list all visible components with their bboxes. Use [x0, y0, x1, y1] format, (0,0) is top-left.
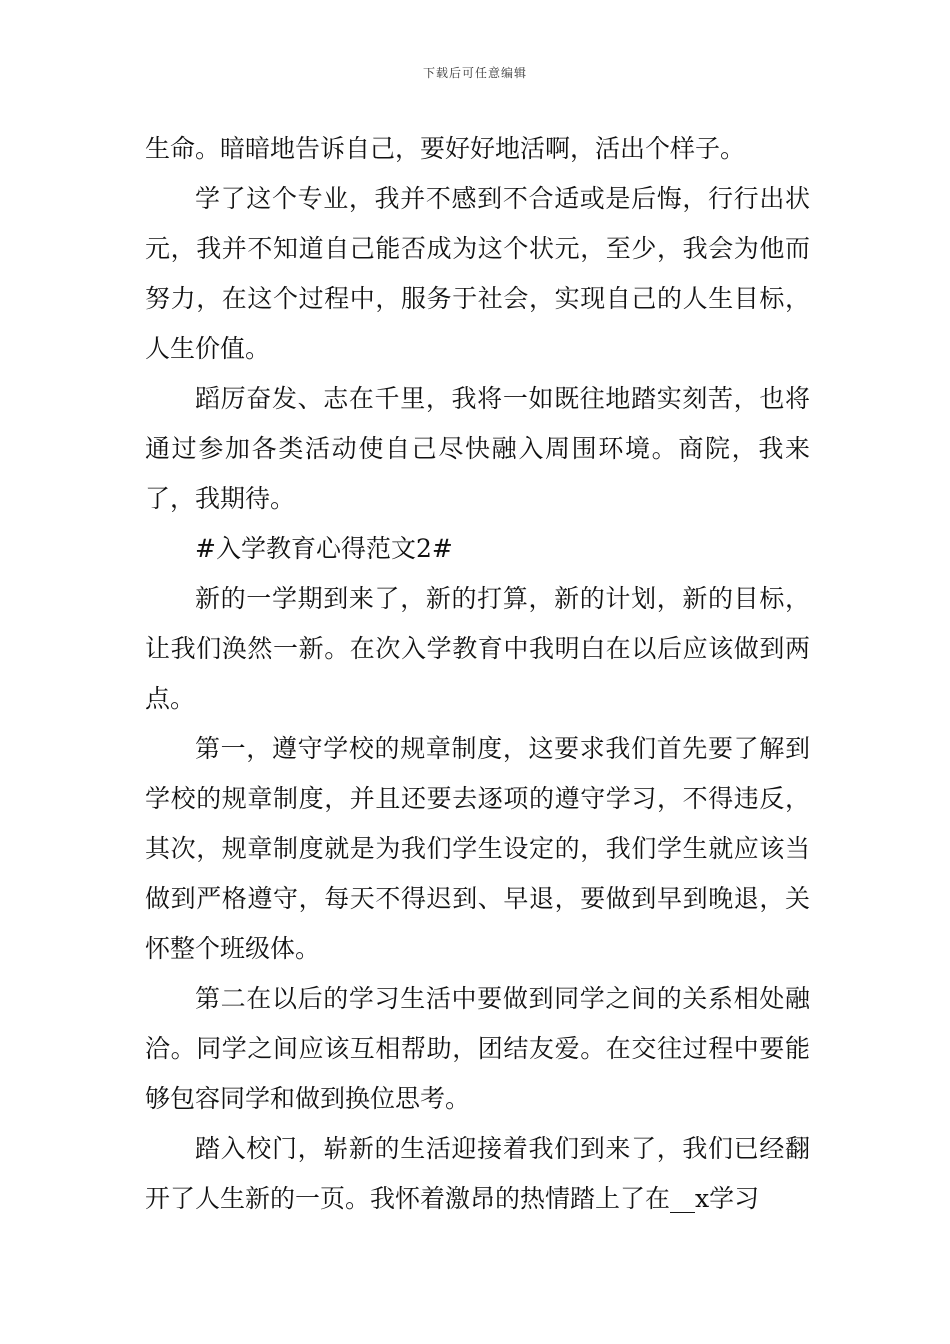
paragraph: 踏入校门，崭新的生活迎接着我们到来了，我们已经翻开了人生新的一页。我怀着激昂的热情踏上了在__x学习	[145, 1134, 810, 1213]
page-header: 下载后可任意编辑	[422, 66, 527, 80]
paragraph: 第一，遵守学校的规章制度，这要求我们首先要了解到学校的规章制度，并且还要去逐项的遵守学习，不得违反，其次，规章制度就是为我们学生设定的，我们学生就应该当做到严格遵守，每天不得迟到、早退，要做到早到晚退，关怀整个班级体。	[145, 734, 810, 963]
paragraph: 生命。暗暗地告诉自己，要好好地活啊，活出个样子。	[145, 134, 746, 163]
paragraph: 学了这个专业，我并不感到不合适或是后悔，行行出状元，我并不知道自己能否成为这个状元，至少，我会为他而努力，在这个过程中，服务于社会，实现自己的人生目标，人生价值。	[145, 184, 810, 363]
paragraph: 新的一学期到来了，新的打算，新的计划，新的目标，让我们涣然一新。在次入学教育中我明白在以后应该做到两点。	[145, 584, 810, 713]
paragraph: #入学教育心得范文2#	[195, 534, 453, 563]
document-body	[145, 124, 810, 1224]
paragraph: 蹈厉奋发、志在千里，我将一如既往地踏实刻苦，也将通过参加各类活动使自己尽快融入周围环境。商院，我来了，我期待。	[145, 384, 810, 513]
paragraph: 第二在以后的学习生活中要做到同学之间的关系相处融洽。同学之间应该互相帮助，团结友爱。在交往过程中要能够包容同学和做到换位思考。	[145, 984, 810, 1113]
